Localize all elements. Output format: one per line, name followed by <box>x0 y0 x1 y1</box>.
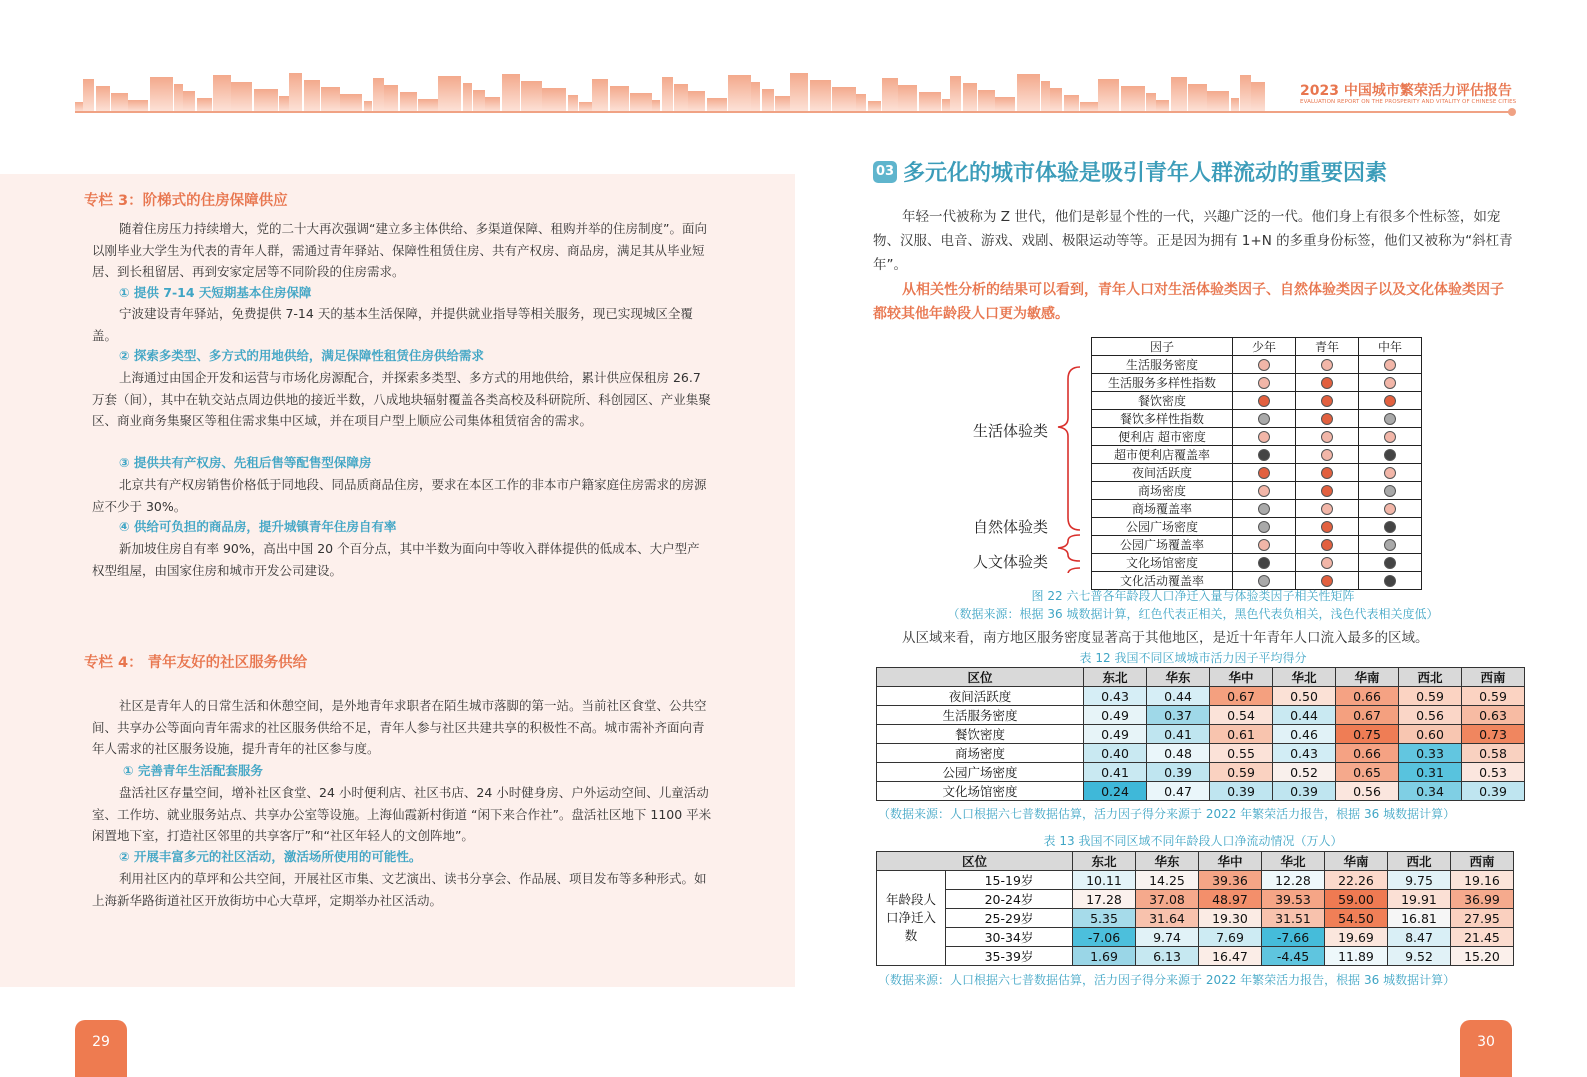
table13-row-label: 30-34岁 <box>946 928 1073 947</box>
table-13-note: （数据来源：人口根据六七普数据估算，活力因子得分来源于 2022 年繁荣活力报告，根据 36 城数据计算） <box>878 973 1456 987</box>
table13-row-label: 20-24岁 <box>946 890 1073 909</box>
table12-value-cell: 0.47 <box>1147 782 1210 801</box>
table12-header-cell: 东北 <box>1084 668 1147 687</box>
correlation-dot <box>1384 377 1396 389</box>
skyline-decoration <box>75 70 1265 112</box>
matrix-factor-label: 公园广场密度 <box>1092 518 1233 536</box>
correlation-dot <box>1258 557 1270 569</box>
table13-value-cell: 36.99 <box>1451 890 1514 909</box>
table13-row-group-label: 年龄段人口净迁入数 <box>877 871 946 966</box>
table13-value-cell: 5.35 <box>1073 909 1136 928</box>
table13-value-cell: 27.95 <box>1451 909 1514 928</box>
group-brackets <box>1050 363 1095 573</box>
group-label-nature: 自然体验类 <box>973 518 1049 536</box>
table13-row <box>877 928 1514 947</box>
matrix-row <box>1092 482 1422 500</box>
table13-row <box>877 890 1514 909</box>
correlation-dot <box>1384 557 1396 569</box>
table12-value-cell: 0.59 <box>1210 763 1273 782</box>
section-number-badge: 03 <box>873 161 897 183</box>
table13-value-cell: 16.81 <box>1388 909 1451 928</box>
table12-value-cell: 0.63 <box>1462 706 1525 725</box>
table12-value-cell: 0.41 <box>1147 725 1210 744</box>
table13-value-cell: 19.16 <box>1451 871 1514 890</box>
table12-row-label: 生活服务密度 <box>877 706 1084 725</box>
matrix-factor-label: 餐饮多样性指数 <box>1092 410 1233 428</box>
table12-value-cell: 0.40 <box>1084 744 1147 763</box>
column-4-title: 专栏 4： 青年友好的社区服务供给 <box>84 655 308 671</box>
table12-header-cell: 华中 <box>1210 668 1273 687</box>
table12-value-cell: 0.52 <box>1273 763 1336 782</box>
table12-value-cell: 0.44 <box>1273 706 1336 725</box>
table13-value-cell: 59.00 <box>1325 890 1388 909</box>
table12-value-cell: 0.43 <box>1273 744 1336 763</box>
column-3-para-3: 北京共有产权房销售价格低于同地段、同品质商品住房，要求在本区工作的非本市户籍家庭住房需求的房源应不少于 30%。 <box>92 477 707 514</box>
table12-value-cell: 0.49 <box>1084 706 1147 725</box>
matrix-header-age: 中年 <box>1359 338 1422 356</box>
correlation-dot <box>1321 503 1333 515</box>
highlight-paragraph <box>873 278 1513 326</box>
table12-row-label: 公园广场密度 <box>877 763 1084 782</box>
correlation-dot <box>1258 413 1270 425</box>
table12-value-cell: 0.44 <box>1147 687 1210 706</box>
table12-value-cell: 0.53 <box>1462 763 1525 782</box>
table12-header-cell: 西南 <box>1462 668 1525 687</box>
table-13-caption: 表 13 我国不同区域不同年龄段人口净流动情况（万人） <box>1043 834 1343 848</box>
table13-row <box>877 909 1514 928</box>
table12-row-label: 文化场馆密度 <box>877 782 1084 801</box>
column-4-intro: 社区是青年人的日常生活和休憩空间，是外地青年求职者在陌生城市落脚的第一站。当前社区食堂、公共空间、共享办公等面向青年需求的社区服务供给不足，青年人参与社区共建共享的积极性不高。城市需补齐面向青年人需求的社区服务设施，提升青年的社区参与度。 <box>92 698 707 756</box>
column-3-intro: 随着住房压力持续增大，党的二十大再次强调“建立多主体供给、多渠道保障、租购并举的住房制度”。面向以刚毕业大学生为代表的青年人群，需通过青年驿站、保障性租赁住房、共有产权房、商品房，满足其从毕业短居、到长租留居、再到安家定居等不同阶段的住房需求。 <box>92 221 707 279</box>
matrix-factor-label: 文化活动覆盖率 <box>1092 572 1233 590</box>
figure-22-caption: 图 22 六七普各年龄段人口净迁入量与体验类因子相关性矩阵 <box>1031 589 1355 603</box>
table12-value-cell: 0.48 <box>1147 744 1210 763</box>
matrix-row <box>1092 446 1422 464</box>
header-rule <box>75 111 1515 113</box>
table12-row <box>877 687 1525 706</box>
correlation-dot <box>1258 377 1270 389</box>
correlation-dot <box>1321 485 1333 497</box>
table13-value-cell: 12.28 <box>1262 871 1325 890</box>
highlight-text: 从相关性分析的结果可以看到，青年人口对生活体验类因子、自然体验类因子以及文化体验类因子都较其他年龄段人口更为敏感。 <box>873 282 1504 322</box>
table13-value-cell: 7.69 <box>1199 928 1262 947</box>
table12-value-cell: 0.61 <box>1210 725 1273 744</box>
table13-value-cell: 31.51 <box>1262 909 1325 928</box>
column-4-subhead-2: ② 开展丰富多元的社区活动，激活场所使用的可能性。 <box>119 849 422 864</box>
table13-value-cell: 54.50 <box>1325 909 1388 928</box>
table12-value-cell: 0.46 <box>1273 725 1336 744</box>
table13-header-cell: 华中 <box>1199 852 1262 871</box>
table12-row-label: 餐饮密度 <box>877 725 1084 744</box>
table13-row-label: 25-29岁 <box>946 909 1073 928</box>
correlation-dot <box>1258 467 1270 479</box>
table12-row <box>877 782 1525 801</box>
correlation-dot <box>1384 413 1396 425</box>
correlation-dot <box>1258 503 1270 515</box>
matrix-factor-label: 生活服务多样性指数 <box>1092 374 1233 392</box>
matrix-row <box>1092 464 1422 482</box>
table13-value-cell: 9.52 <box>1388 947 1451 966</box>
column-4-para-2: 利用社区内的草坪和公共空间，开展社区市集、文艺演出、读书分享会、作品展、项目发布等多种形式。如上海新华路街道社区开放街坊中心大草坪，定期举办社区活动。 <box>92 871 707 908</box>
table13-row <box>877 871 1514 890</box>
correlation-dot <box>1258 431 1270 443</box>
correlation-dot <box>1384 467 1396 479</box>
table13-value-cell: 10.11 <box>1073 871 1136 890</box>
correlation-dot <box>1258 539 1270 551</box>
matrix-header-age: 青年 <box>1296 338 1359 356</box>
table13-value-cell: 8.47 <box>1388 928 1451 947</box>
table12-header-cell: 区位 <box>877 668 1084 687</box>
table13-header-cell: 东北 <box>1073 852 1136 871</box>
table13-value-cell: 21.45 <box>1451 928 1514 947</box>
matrix-header-age: 少年 <box>1233 338 1296 356</box>
correlation-dot <box>1321 557 1333 569</box>
matrix-factor-label: 公园广场覆盖率 <box>1092 536 1233 554</box>
correlation-dot <box>1321 521 1333 533</box>
table12-row-label: 夜间活跃度 <box>877 687 1084 706</box>
table13-header-cell: 西南 <box>1451 852 1514 871</box>
matrix-header-factor: 因子 <box>1092 338 1233 356</box>
correlation-dot <box>1384 503 1396 515</box>
table13-value-cell: 11.89 <box>1325 947 1388 966</box>
table13-value-cell: 9.74 <box>1136 928 1199 947</box>
matrix-factor-label: 商场密度 <box>1092 482 1233 500</box>
matrix-factor-label: 生活服务密度 <box>1092 356 1233 374</box>
correlation-dot <box>1384 395 1396 407</box>
table12-value-cell: 0.41 <box>1084 763 1147 782</box>
table12-value-cell: 0.56 <box>1336 782 1399 801</box>
table12-value-cell: 0.58 <box>1462 744 1525 763</box>
table13-header-cell: 华北 <box>1262 852 1325 871</box>
table12-value-cell: 0.50 <box>1273 687 1336 706</box>
matrix-row <box>1092 374 1422 392</box>
table13-row <box>877 947 1514 966</box>
page-number-right: 30 <box>1460 1020 1512 1077</box>
group-label-life: 生活体验类 <box>973 422 1049 440</box>
correlation-dot <box>1384 539 1396 551</box>
correlation-dot <box>1321 377 1333 389</box>
table12-value-cell: 0.43 <box>1084 687 1147 706</box>
report-subtitle: EVALUATION REPORT ON THE PROSPERITY AND VITALITY OF CHINESE CITIES <box>1300 99 1517 105</box>
table12-value-cell: 0.67 <box>1210 687 1273 706</box>
table12-value-cell: 0.31 <box>1399 763 1462 782</box>
table13-value-cell: 19.91 <box>1388 890 1451 909</box>
correlation-dot <box>1384 575 1396 587</box>
table12-row <box>877 725 1525 744</box>
table13-value-cell: -7.66 <box>1262 928 1325 947</box>
table-12 <box>876 667 1525 801</box>
table12-header-cell: 华北 <box>1273 668 1336 687</box>
matrix-factor-label: 超市便利店覆盖率 <box>1092 446 1233 464</box>
report-title: 2023 中国城市繁荣活力评估报告 <box>1300 83 1512 99</box>
table13-value-cell: 15.20 <box>1451 947 1514 966</box>
column-3-subhead-1: ① 提供 7-14 天短期基本住房保障 <box>119 285 312 300</box>
table12-value-cell: 0.39 <box>1147 763 1210 782</box>
correlation-dot <box>1258 395 1270 407</box>
table12-value-cell: 0.66 <box>1336 744 1399 763</box>
table-13 <box>876 851 1514 966</box>
table12-value-cell: 0.59 <box>1462 687 1525 706</box>
table12-row-label: 商场密度 <box>877 744 1084 763</box>
matrix-row <box>1092 536 1422 554</box>
table12-value-cell: 0.54 <box>1210 706 1273 725</box>
table12-value-cell: 0.24 <box>1084 782 1147 801</box>
table12-value-cell: 0.34 <box>1399 782 1462 801</box>
correlation-dot <box>1384 485 1396 497</box>
matrix-row <box>1092 356 1422 374</box>
table12-header-cell: 华南 <box>1336 668 1399 687</box>
table13-header-cell: 华南 <box>1325 852 1388 871</box>
correlation-dot <box>1258 359 1270 371</box>
table13-header-cell: 华东 <box>1136 852 1199 871</box>
column-3-para-4: 新加坡住房自有率 90%，高出中国 20 个百分点，其中半数为面向中等收入群体提供的低成本、大户型产权型组屋，由国家住房和城市开发公司建设。 <box>92 541 700 578</box>
table13-value-cell: 14.25 <box>1136 871 1199 890</box>
table13-value-cell: 9.75 <box>1388 871 1451 890</box>
table12-value-cell: 0.66 <box>1336 687 1399 706</box>
column-3-para-1: 宁波建设青年驿站，免费提供 7-14 天的基本生活保障，并提供就业指导等相关服务，现已实现城区全覆盖。 <box>92 306 693 343</box>
table13-value-cell: 48.97 <box>1199 890 1262 909</box>
table12-value-cell: 0.56 <box>1399 706 1462 725</box>
correlation-dot <box>1321 467 1333 479</box>
table12-value-cell: 0.33 <box>1399 744 1462 763</box>
matrix-row <box>1092 410 1422 428</box>
page-number-left: 29 <box>75 1020 127 1077</box>
correlation-dot <box>1384 521 1396 533</box>
header-rule-dot <box>1508 108 1516 116</box>
correlation-dot <box>1384 359 1396 371</box>
matrix-row <box>1092 428 1422 446</box>
table-12-note: （数据来源：人口根据六七普数据估算，活力因子得分来源于 2022 年繁荣活力报告，根据 36 城数据计算） <box>878 807 1456 821</box>
figure-22-note: （数据来源：根据 36 城数据计算，红色代表正相关，黑色代表负相关，浅色代表相关度低） <box>947 607 1439 621</box>
correlation-dot <box>1321 431 1333 443</box>
matrix-row <box>1092 392 1422 410</box>
section-title: 多元化的城市体验是吸引青年人群流动的重要因素 <box>903 161 1388 186</box>
matrix-row <box>1092 500 1422 518</box>
table12-row <box>877 763 1525 782</box>
table13-header-cell: 西北 <box>1388 852 1451 871</box>
matrix-factor-label: 夜间活跃度 <box>1092 464 1233 482</box>
correlation-dot <box>1258 521 1270 533</box>
table12-row <box>877 706 1525 725</box>
correlation-dot <box>1384 449 1396 461</box>
table12-value-cell: 0.39 <box>1210 782 1273 801</box>
table13-header-cell: 区位 <box>877 852 1073 871</box>
group-label-culture: 人文体验类 <box>973 553 1049 571</box>
table13-value-cell: 19.69 <box>1325 928 1388 947</box>
table12-value-cell: 0.39 <box>1462 782 1525 801</box>
table12-value-cell: 0.60 <box>1399 725 1462 744</box>
column-4-para-1: 盘活社区存量空间，增补社区食堂、24 小时便利店、社区书店、24 小时健身房、户外运动空间、儿童活动室、工作坊、就业服务站点、共享办公室等设施。上海仙霞新村街道 “闲下来合作社”。盘活社区地下 1100 平米闲置地下室，打造社区邻里的共享客厅”和“社区年轻人的文创阵地”。 <box>92 785 712 843</box>
table13-value-cell: 16.47 <box>1199 947 1262 966</box>
table12-value-cell: 0.37 <box>1147 706 1210 725</box>
table13-value-cell: 19.30 <box>1199 909 1262 928</box>
table12-value-cell: 0.67 <box>1336 706 1399 725</box>
table13-row-label: 15-19岁 <box>946 871 1073 890</box>
table13-value-cell: 17.28 <box>1073 890 1136 909</box>
column-4-subhead-1: ① 完善青年生活配套服务 <box>123 763 263 778</box>
table12-header-cell: 华东 <box>1147 668 1210 687</box>
correlation-matrix <box>1091 337 1422 590</box>
correlation-dot <box>1321 539 1333 551</box>
table13-value-cell: 6.13 <box>1136 947 1199 966</box>
correlation-dot <box>1321 575 1333 587</box>
correlation-dot <box>1321 449 1333 461</box>
correlation-dot <box>1258 575 1270 587</box>
table13-value-cell: 31.64 <box>1136 909 1199 928</box>
table12-value-cell: 0.39 <box>1273 782 1336 801</box>
correlation-dot <box>1258 485 1270 497</box>
table13-value-cell: 37.08 <box>1136 890 1199 909</box>
table13-value-cell: 1.69 <box>1073 947 1136 966</box>
matrix-factor-label: 文化场馆密度 <box>1092 554 1233 572</box>
column-3-subhead-4: ④ 供给可负担的商品房，提升城镇青年住房自有率 <box>119 519 397 534</box>
table13-value-cell: -4.45 <box>1262 947 1325 966</box>
table13-value-cell: -7.06 <box>1073 928 1136 947</box>
table12-row <box>877 744 1525 763</box>
correlation-dot <box>1321 359 1333 371</box>
matrix-factor-label: 餐饮密度 <box>1092 392 1233 410</box>
correlation-dot <box>1258 449 1270 461</box>
table12-header-cell: 西北 <box>1399 668 1462 687</box>
column-3-subhead-3: ③ 提供共有产权房、先租后售等配售型保障房 <box>119 455 372 470</box>
table12-value-cell: 0.73 <box>1462 725 1525 744</box>
table13-value-cell: 39.53 <box>1262 890 1325 909</box>
table12-value-cell: 0.55 <box>1210 744 1273 763</box>
correlation-dot <box>1321 413 1333 425</box>
column-3-para-2: 上海通过由国企开发和运营与市场化房源配合，并探索多类型、多方式的用地供给，累计供应保租房 26.7 万套（间），其中在轨交站点周边供地的接近半数，八成地块辐射覆盖各类高校及科研院所、科创园区、产业集聚区、商业商务集聚区等租住需求集中区域，并在项目户型上顺应公司集体租赁宿舍的需求。 <box>92 370 711 428</box>
table13-value-cell: 22.26 <box>1325 871 1388 890</box>
table12-value-cell: 0.49 <box>1084 725 1147 744</box>
section-intro: 年轻一代被称为 Z 世代，他们是彰显个性的一代，兴趣广泛的一代。他们身上有很多个性标签，如宠物、汉服、电音、游戏、戏剧、极限运动等等。正是因为拥有 1+N 的多重身份标签，他们又被称为“斜杠青年”。 <box>873 209 1513 273</box>
column-3-subhead-2: ② 探索多类型、多方式的用地供给，满足保障性租赁住房供给需求 <box>119 348 484 363</box>
matrix-factor-label: 便利店 超市密度 <box>1092 428 1233 446</box>
table13-row-label: 35-39岁 <box>946 947 1073 966</box>
table13-value-cell: 39.36 <box>1199 871 1262 890</box>
correlation-dot <box>1384 431 1396 443</box>
region-paragraph: 从区域来看，南方地区服务密度显著高于其他地区，是近十年青年人口流入最多的区域。 <box>902 630 1429 646</box>
matrix-row <box>1092 554 1422 572</box>
correlation-dot <box>1321 395 1333 407</box>
table12-value-cell: 0.75 <box>1336 725 1399 744</box>
table-12-caption: 表 12 我国不同区域城市活力因子平均得分 <box>1079 651 1307 665</box>
column-3-title: 专栏 3：阶梯式的住房保障供应 <box>84 193 288 209</box>
table12-value-cell: 0.65 <box>1336 763 1399 782</box>
matrix-factor-label: 商场覆盖率 <box>1092 500 1233 518</box>
table12-value-cell: 0.59 <box>1399 687 1462 706</box>
matrix-row <box>1092 518 1422 536</box>
